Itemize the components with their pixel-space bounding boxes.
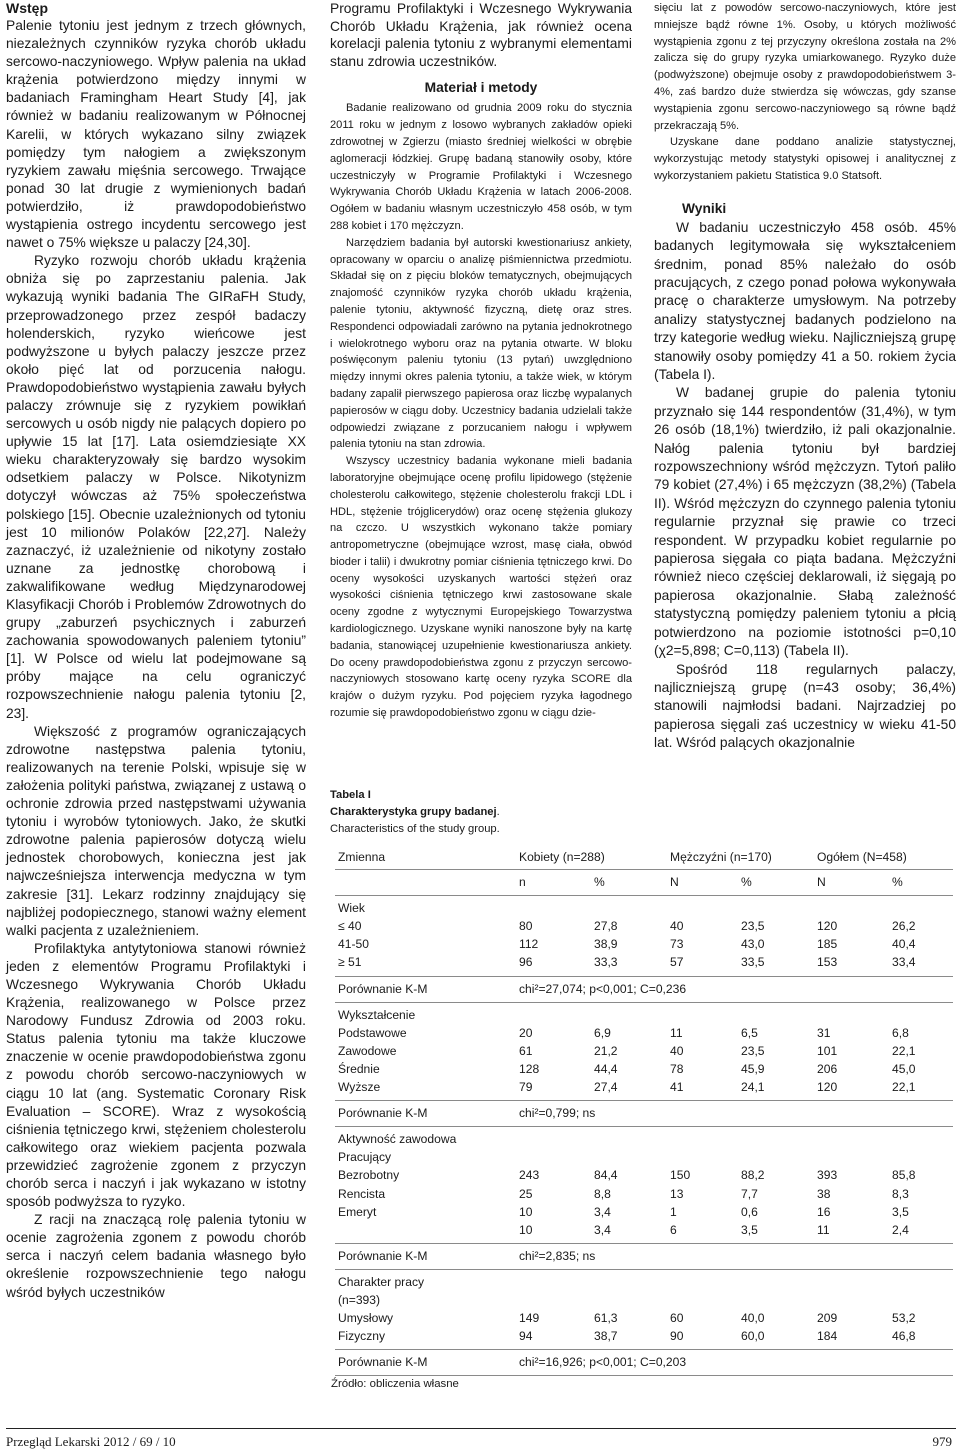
table-cell: Fizyczny: [338, 1329, 386, 1344]
table-row: [335, 1060, 953, 1078]
table-row: [335, 1024, 953, 1042]
table-cell: 16: [817, 1204, 831, 1219]
table-row: [335, 1327, 953, 1345]
table-caption: [330, 787, 500, 838]
table-divider: [335, 1100, 953, 1101]
table-row: [335, 1006, 953, 1024]
paragraph: Ryzyko rozwoju chorób układu krążenia obniża się po zaprzestaniu palenia. Jak wykazują wyniki badania The GIRaFH Study, przeprowadzonego przez zespół badaczy holenderskich, ryzyko wieńcowe jest podwyższone u byłych palaczy jeszcze przez około pięć lat od porzucenia nałogu. Prawdopodobieństwo wystąpienia zawału byłych palaczy zrównuje się z ryzykiem powikłań sercowych u osób nigdy nie palących dopiero po upływie 15 lat [17]. Lata osiemdziesiąte XX wieku charakteryzowały się bardzo wysokim odsetkiem palaczy w Polsce. Nikotynizm dotyczył wówczas aż 75% społeczeństwa polskiego [15]. Obecnie uzależnionych od tytoniu jest 10 milionów Polaków [22,27]. Należy zaznaczyć, iż uzależnienie od nikotyny zostało uznane za jednostkę chorobową i zakwalifikowane według Międzynarodowej Klasyfikacji Chorób i Problemów Zdrowotnych do grupy „zaburzeń psychicznych i zaburzeń zachowania spowodowanych paleniem tytoniu” [1]. W Polsce od wielu lat podejmowane są próby mające na celu ograniczyć rozpowszechnienie nałogu palenia tytoniu [2, 23].: [6, 253, 306, 721]
table-cell: 13: [670, 1186, 684, 1201]
table-cell: 8,8: [594, 1186, 611, 1201]
paragraph: Badanie realizowano od grudnia 2009 roku do stycznia 2011 roku w jednym z losowo wybranych zakładów opieki zdrowotnej w Zgierzu (miasto średniej wielkości w obrębie aglomeracji łódzkiej. Grupę badaną stanowiły osoby, które uczestniczyły w Programie Profilaktyki i Wczesnego Wykrywania Chorób Układu Krążenia w latach 2006-2008. Ogółem w badaniu własnym uczestniczyło 458 osób, w tym 288 kobiet i 170 mężczyzn.: [330, 102, 632, 232]
table-cell: 57: [670, 955, 684, 970]
table-row: [335, 1166, 953, 1184]
table-cell: Emeryt: [338, 1204, 377, 1219]
table-cell: 112: [519, 937, 539, 952]
table-cell: Ogółem (N=458): [817, 850, 907, 864]
table-cell: 79: [519, 1080, 533, 1095]
table-cell: 22,1: [892, 1080, 916, 1095]
table-cell: 23,5: [741, 919, 765, 934]
table-cell: 94: [519, 1329, 533, 1344]
table-cell: 40,0: [741, 1311, 765, 1326]
table-cell: 33,3: [594, 955, 618, 970]
table-cell: 23,5: [741, 1043, 765, 1058]
table-row: [335, 1273, 953, 1291]
table-cell: 61,3: [594, 1311, 618, 1326]
table-comparison-row: [335, 980, 953, 998]
table-subheader-row: [335, 873, 953, 891]
paragraph: Większość z programów ograniczających zdrowotne następstwa palenia tytoniu, realizowanych na terenie Polski, wpisuje się w założenia polityki państwa, związanej z ustawą o ochronie zdrowia przed następstwami używania tytoniu i wyrobów tytoniowych. Jako, że skutki zdrowotne palenia papierosów dotyczą wielu jednostek chorobowych, konieczna jest jak najwcześniejsza interwencja medyczna w tym zakresie [31]. Lekarz rodzinny znajdujący się najbliżej podopiecznego, stanowi ważny element walki pacjenta z uzależnieniem.: [6, 723, 306, 938]
table-cell: 6,9: [594, 1025, 611, 1040]
table-cell: 120: [817, 919, 838, 934]
table-cell: 7,7: [741, 1186, 758, 1201]
table-row: [335, 917, 953, 935]
paragraph: W badanej grupie do palenia tytoniu przyznało się 144 respondentów (31,4%), w tym 26 osób (18,1%) twierdziło, iż pali okazjonalnie. Nałóg palenia tytoniu był bardziej rozpowszechniony wśród mężczyzn. Tytoń paliło 79 kobiet (27,4%) i 65 mężczyzn (38,2%) (Tabela II). Wśród mężczyzn do czynnego palenia tytoniu regularnie przyznał się prawie co trzeci respondent. W przypadku kobiet regularnie po papierosa sięgała co piąta badana. Mężczyźni również nieco częściej deklarowali, iż sięgają po papierosa okazjonalnie. Słabą zależność statystyczną pomiędzy paleniem tytoniu a płcią potwierdzono na poziomie istotności p=0,10 (χ2=5,898; C=0,113) (Tabela II).: [654, 385, 956, 659]
paragraph: W badaniu uczestniczyło 458 osób. 45% badanych legitymowała się wykształceniem średnim, ponad 85% należało do osób pracujących, z czego ponad połowa wykonywała pracę o charakterze umysłowym. Na potrzeby analizy statystycznej badanych podzielono na trzy kategorie według wieku. Najliczniejszą grupę stanowiły osoby pomiędzy 41 a 50. rokiem życia (Tabela I).: [654, 219, 956, 383]
table-cell: %: [741, 875, 752, 890]
paragraph: Programu Profilaktyki i Wczesnego Wykrywania Chorób Układu Krążenia, jak również ocena korelacji palenia tytoniu z wybranymi elementami stanu zdrowia uczestników.: [330, 1, 632, 69]
table-cell: 25: [519, 1186, 533, 1201]
table-row: [335, 935, 953, 953]
table-cell: 150: [670, 1168, 691, 1183]
table-cell: ≤ 40: [338, 919, 362, 934]
table-cell: 1: [670, 1204, 677, 1219]
table-cell: 38: [817, 1186, 831, 1201]
table-cell: 78: [670, 1061, 684, 1076]
table-cell: 38,9: [594, 937, 618, 952]
table-cell: 40: [670, 1043, 684, 1058]
table-cell: 0,6: [741, 1204, 758, 1219]
table-cell: 20: [519, 1025, 533, 1040]
table-cell: 10: [519, 1204, 533, 1219]
table-cell: Średnie: [338, 1061, 380, 1076]
table-row: [335, 899, 953, 917]
table-cell: 44,4: [594, 1061, 618, 1076]
table-cell: Pracujący: [338, 1150, 392, 1165]
table-divider: [335, 1269, 953, 1270]
table-cell: 31: [817, 1025, 831, 1040]
table-cell: 45,0: [892, 1061, 916, 1076]
table-cell: Porównanie K-M: [338, 1248, 428, 1263]
table-cell: 209: [817, 1311, 838, 1326]
table-cell: chi²=27,074; p<0,001; C=0,236: [519, 981, 687, 996]
table-divider: [335, 1126, 953, 1127]
table-divider: [335, 976, 953, 977]
table-title: Charakterystyka grupy badanej: [330, 806, 497, 818]
column-left: [6, 0, 306, 1302]
table-cell: 45,9: [741, 1061, 765, 1076]
table-cell: 3,5: [741, 1222, 758, 1237]
table-cell: 24,1: [741, 1080, 765, 1095]
table-cell: 27,4: [594, 1080, 618, 1095]
table-cell: chi²=2,835; ns: [519, 1248, 596, 1263]
table-title-punct: .: [496, 806, 500, 818]
table-cell: Wykształcenie: [338, 1007, 416, 1022]
table-cell: 33,4: [892, 955, 916, 970]
paragraph: sięciu lat z powodów sercowo-naczyniowych, które jest mniejsze bądź równe 1%. Osoby, u których możliwość wystąpienia zgonu z tej przyczyny określona została na 2% zalicza się do grupy ryzyka umiarkowanego. Ryzyko duże (podwyższone) obejmuje osoby z prawdopodobieństwem 3-4%, zaś bardzo duże stwierdza się wówczas, gdy szanse wystąpienia zgonu sercowo-naczyniowego są równe bądź przekraczają 5%.: [654, 2, 956, 132]
table-cell: 11: [670, 1025, 683, 1040]
table-cell: Mężczyźni (n=170): [670, 850, 772, 864]
table-cell: 153: [817, 955, 838, 970]
table-cell: %: [594, 875, 605, 890]
table-cell: 3,5: [892, 1204, 909, 1219]
table-cell: Zmienna: [338, 850, 386, 864]
table-cell: 3,4: [594, 1204, 611, 1219]
table-divider: [335, 869, 953, 870]
table-cell: 41: [670, 1080, 684, 1095]
table-cell: 22,1: [892, 1043, 916, 1058]
table-cell: N: [817, 875, 826, 890]
table-row: [335, 1291, 953, 1309]
journal-citation: Przegląd Lekarski 2012 / 69 / 10: [6, 1434, 176, 1449]
table-comparison-row: [335, 1104, 953, 1122]
table-cell: Zawodowe: [338, 1043, 397, 1058]
paragraph: Z racji na znaczącą rolę palenia tytoniu w ocenie zagrożenia zgonem z powodu chorób serca i naczyń celem badania własnego było określenie rozpowszechnienie tego nałogu wśród byłych uczestników: [6, 1212, 306, 1300]
table-cell: 26,2: [892, 919, 916, 934]
column-right: [654, 0, 956, 753]
table-cell: 73: [670, 937, 684, 952]
paragraph: Narzędziem badania był autorski kwestionariusz ankiety, opracowany w oparciu o analizę piśmiennictwa przedmiotu. Składał się on z pięciu bloków tematycznych, obejmujących znajomość czynników ryzyka chorób układu krążenia, palenie tytoniu, aktywność fizyczną, dietę oraz stres. Respondenci odpowiadali zarówno na pytania jednokrotnego i wielokrotnego wyboru oraz na pytania otwarte. W bloku poświęconym paleniu tytoniu (13 pytań) uwzględniono między innymi okres palenia tytoniu, a także wiek, w którym badany zapalił pierwszego papierosa oraz liczbę wypalanych papierosów w ciągu doby. Uczestnicy badania udzielali także odpowiedzi związane z porzucaniem nałogu i wpływem palenia tytoniu na stan zdrowia.: [330, 236, 632, 451]
footer-divider: [6, 1428, 956, 1429]
table-cell: Charakter pracy: [338, 1274, 425, 1289]
column-middle: [330, 0, 632, 722]
table-cell: 10: [519, 1222, 533, 1237]
paragraph: Wszyscy uczestnicy badania wykonane mieli badania laboratoryjne obejmujące ocenę profilu lipidowego (stężenie cholesterolu całkowitego, stężenie cholesterolu frakcji LDL i HDL, stężenie trójglicerydów) oraz ocenę stężenia glukozy na czczo. U wszystkich wykonano także pomiary antropometryczne (obejmujące wzrost, masę ciała, obwód bioder i talii) i dwukrotny pomiar ciśnienia tętniczego krwi. Do oceny wysokości uzyskanych wartości stężeń oraz wysokości ciśnienia tętniczego krwi zastosowane skale oceny zgodne z wytycznymi Europejskiego Towarzystwa kardiologicznego. Uzyskane wyniki nanoszone były na kartę badania, stanowiącej uzupełnienie kwestionariusza ankiety. Do oceny prawdopodobieństwa zgonu z przyczyn sercowo-naczyniowych stosowano kartę oceny ryzyka SCORE dla krajów o dużym ryzyku. Pod pojęciem ryzyka łagodnego rozumie się prawdopodobieństwo zgonu w ciągu dzie-: [330, 455, 632, 720]
table-cell: 11: [817, 1222, 830, 1237]
table-cell: 41-50: [338, 937, 369, 952]
table-comparison-row: [335, 1247, 953, 1265]
table-cell: 85,8: [892, 1168, 916, 1183]
table-cell: 61: [519, 1043, 533, 1058]
table-cell: 243: [519, 1168, 540, 1183]
table-cell: Porównanie K-M: [338, 1355, 428, 1370]
table-cell: 60: [670, 1311, 684, 1326]
table-cell: chi²=16,926; p<0,001; C=0,203: [519, 1355, 687, 1370]
table-cell: N: [670, 875, 679, 890]
table-cell: 21,2: [594, 1043, 618, 1058]
table-header-row: [335, 848, 953, 866]
table-cell: 40: [670, 919, 684, 934]
table-cell: 6,5: [741, 1025, 758, 1040]
table-cell: ≥ 51: [338, 955, 362, 970]
table-cell: (n=393): [338, 1292, 381, 1307]
table-cell: Porównanie K-M: [338, 981, 428, 996]
table-cell: 6: [670, 1222, 677, 1237]
section-heading-results: Wyniki: [682, 200, 727, 216]
table-cell: 60,0: [741, 1329, 765, 1344]
table-cell: 120: [817, 1080, 838, 1095]
table-cell: Wiek: [338, 901, 365, 916]
table-cell: Bezrobotny: [338, 1168, 400, 1183]
table-cell: 43,0: [741, 937, 765, 952]
section-heading-introduction: Wstęp: [6, 0, 48, 16]
table-cell: 84,4: [594, 1168, 618, 1183]
paragraph: Palenie tytoniu jest jednym z trzech głównych, niezależnych czynników ryzyka chorób układu sercowo-naczyniowego. Wpływ palenia na układ krążenia potwierdzono między innymi w badaniach Framingham Heart Study [4], jak również w badaniu realizowanym w Północnej Karelii, w których wykazano silny związek pomiędzy tym nałogiem a zwiększonym ryzykiem zawału mięśnia sercowego. Trwające ponad 30 lat drugie z wymienionych badań potwierdziło, iż prawdopodobieństwo wystąpienia ostrego incydentu sercowego jest nawet o 75% większe u palaczy [24,30].: [6, 18, 306, 251]
table-cell: 88,2: [741, 1168, 765, 1183]
table-cell: Aktywność zawodowa: [338, 1132, 457, 1147]
table-divider: [335, 1375, 953, 1376]
table-cell: 53,2: [892, 1311, 916, 1326]
table-cell: 184: [817, 1329, 838, 1344]
table-cell: 149: [519, 1311, 540, 1326]
table-cell: 185: [817, 937, 838, 952]
table-source: Źródło: obliczenia własne: [331, 1378, 459, 1390]
table-cell: 27,8: [594, 919, 618, 934]
study-group-table: [335, 848, 953, 1379]
paragraph: Profilaktyka antytytoniowa stanowi również jeden z elementów Programu Profilaktyki i Wczesnego Wykrywania Chorób Układu Krążenia, realizowanego w Polsce przez Narodowy Fundusz Zdrowia od 2003 roku. Status palenia tytoniu ma także kluczowe znaczenie w ocenie prawdopodobieństwa zgonu z powodu chorób sercowo-naczyniowych w ciągu 10 lat (ang. Systematic Coronary Risk Evaluation – SCORE). Wraz z wysokością ciśnienia tętniczego krwi, stężeniem cholesterolu całkowitego oraz wiekiem pacjenta pozwala przewidzieć zagrożenie zgonem z przyczyn chorób serca i naczyń i jak wykazano w istotny sposób podwyższa to ryzyko.: [6, 940, 306, 1210]
table-cell: chi²=0,799; ns: [519, 1106, 596, 1121]
table-divider: [335, 1243, 953, 1244]
table-cell: 2,4: [892, 1222, 909, 1237]
table-divider: [335, 895, 953, 896]
table-cell: 128: [519, 1061, 540, 1076]
table-cell: 33,5: [741, 955, 765, 970]
table-cell: 80: [519, 919, 533, 934]
table-cell: Wyższe: [338, 1080, 381, 1095]
table-cell: 101: [817, 1043, 838, 1058]
table-divider: [335, 1349, 953, 1350]
table-cell: Kobiety (n=288): [519, 850, 605, 864]
table-cell: 8,3: [892, 1186, 909, 1201]
table-row: [335, 1042, 953, 1060]
table-cell: Porównanie K-M: [338, 1106, 428, 1121]
table-cell: %: [892, 875, 903, 890]
table-subtitle: Characteristics of the study group.: [330, 823, 500, 835]
table-cell: 40,4: [892, 937, 916, 952]
table-cell: 3,4: [594, 1222, 611, 1237]
page-number: 979: [932, 1434, 952, 1449]
paragraph: Spośród 118 regularnych palaczy, najliczniejszą grupę (n=43 osoby; 36,4%) stanowili najmłodsi badani. Najrzadziej po papierosa sięgali zaś uczestnicy w wieku 41-50 lat. Wśród palących okazjonalnie: [654, 661, 956, 751]
table-cell: Rencista: [338, 1186, 386, 1201]
table-comparison-row: [335, 1353, 953, 1371]
table-cell: 38,7: [594, 1329, 618, 1344]
table-row: [335, 1130, 953, 1148]
table-cell: n: [519, 875, 526, 890]
table-cell: 90: [670, 1329, 684, 1344]
section-heading-methods: Materiał i metody: [424, 80, 538, 96]
table-row: [335, 1203, 953, 1221]
table-label: Tabela I: [330, 789, 371, 801]
table-row: [335, 953, 953, 971]
table-row: [335, 1148, 953, 1166]
table-cell: Podstawowe: [338, 1025, 407, 1040]
table-cell: 46,8: [892, 1329, 916, 1344]
table-cell: 96: [519, 955, 533, 970]
table-cell: 6,8: [892, 1025, 909, 1040]
table-cell: 206: [817, 1061, 838, 1076]
table-row: [335, 1309, 953, 1327]
paragraph: Uzyskane dane poddano analizie statystycznej, wykorzystując metody statystyki opisowej i analitycznej z wykorzystaniem pakietu Statistica 9.0 Statsoft.: [654, 136, 956, 182]
table-cell: 393: [817, 1168, 838, 1183]
table-divider: [335, 1002, 953, 1003]
table-row: [335, 1221, 953, 1239]
table-row: [335, 1078, 953, 1096]
table-row: [335, 1185, 953, 1203]
table-cell: Umysłowy: [338, 1311, 394, 1326]
